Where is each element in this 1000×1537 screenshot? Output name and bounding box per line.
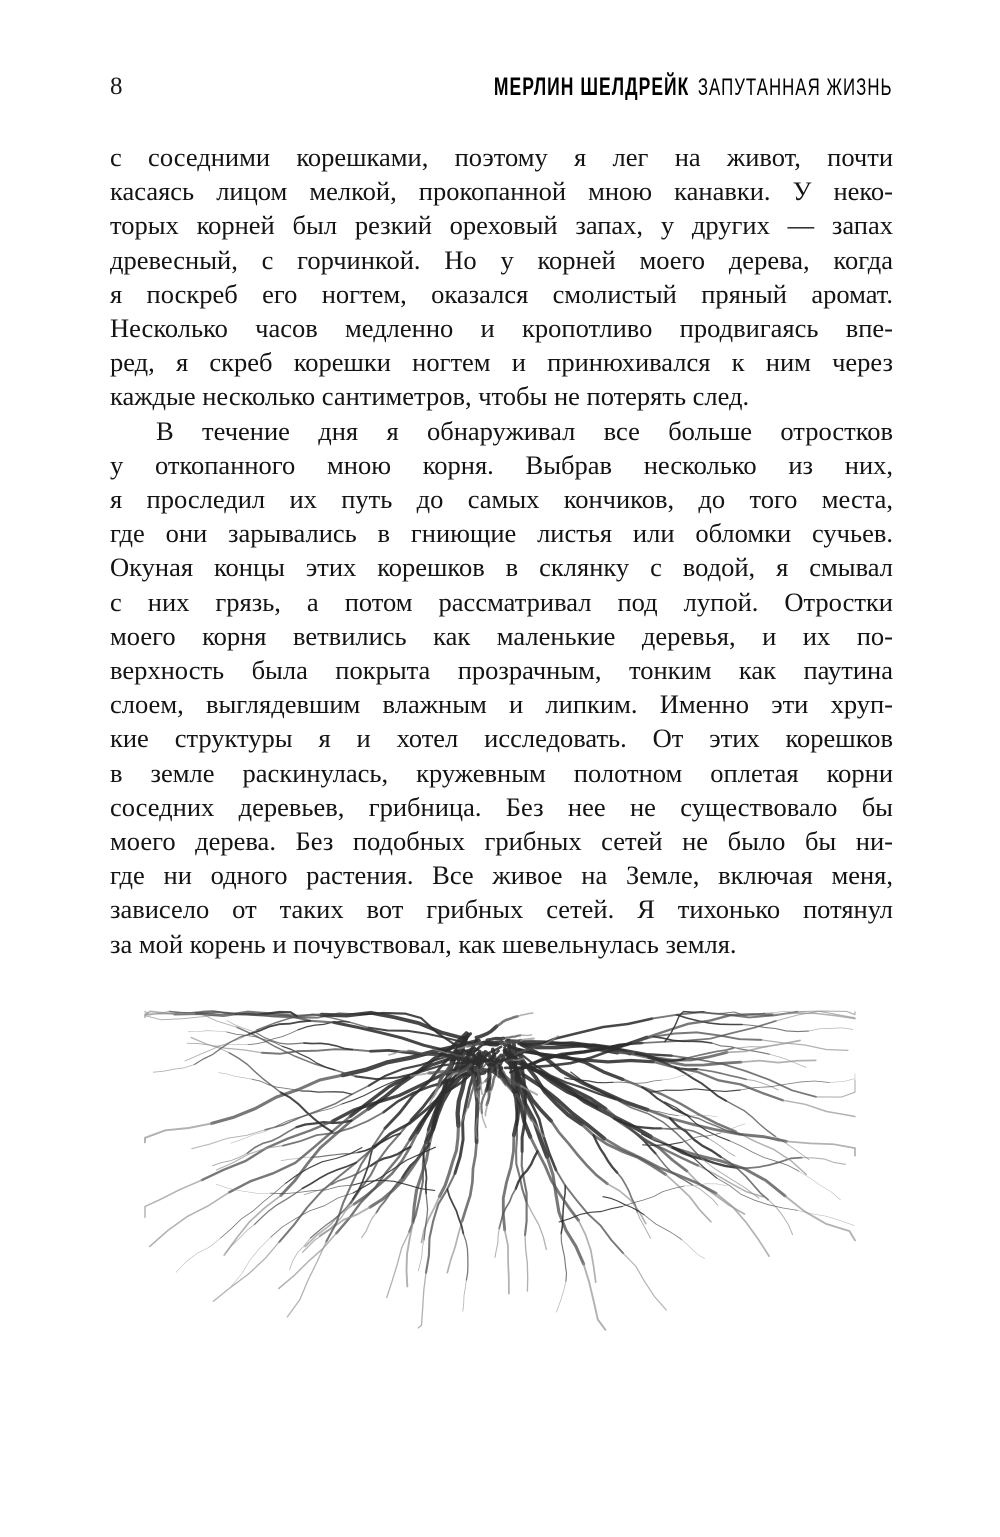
root-stroke bbox=[816, 1080, 855, 1097]
root-stroke bbox=[487, 1038, 504, 1040]
running-head-author: МЕРЛИН ШЕЛДРЕЙК bbox=[494, 73, 690, 101]
root-stroke bbox=[651, 1089, 741, 1092]
root-stroke bbox=[466, 1070, 484, 1071]
root-stroke bbox=[623, 1253, 666, 1310]
root-stroke bbox=[637, 1212, 650, 1238]
root-stroke bbox=[231, 1237, 270, 1286]
root-stroke bbox=[145, 1123, 212, 1142]
root-stroke bbox=[287, 1242, 326, 1317]
root-stroke bbox=[661, 1128, 708, 1138]
text-line: где ни одного растения. Все живое на Земле, включая меня, bbox=[110, 860, 893, 891]
root-stroke bbox=[370, 1142, 426, 1207]
root-stroke bbox=[150, 1192, 230, 1246]
root-stroke bbox=[829, 1074, 855, 1083]
text-line: В течение дня я обнаруживал все больше отростков bbox=[156, 415, 893, 446]
text-line: зависело от таких вот грибных сетей. Я тихонько потянул bbox=[110, 894, 893, 925]
root-stroke bbox=[505, 1230, 509, 1294]
text-line: я проследил их путь до самых кончиков, до того места, bbox=[110, 484, 893, 515]
root-stroke bbox=[666, 1174, 711, 1221]
root-stroke bbox=[213, 1044, 248, 1046]
root-stroke bbox=[281, 1157, 312, 1161]
root-stroke bbox=[424, 1194, 428, 1241]
root-stroke bbox=[476, 1026, 496, 1037]
text-line: торых корней был резкий ореховый запах, у других — запах bbox=[110, 210, 893, 241]
text-line: касаясь лицом мелкой, прокопанной мною канавки. У неко- bbox=[110, 176, 893, 207]
text-line: Несколько часов медленно и кропотливо продвигаясь впе- bbox=[110, 313, 893, 344]
root-stroke bbox=[463, 1280, 467, 1311]
root-stroke bbox=[224, 1196, 281, 1256]
root-stroke bbox=[462, 1142, 477, 1221]
body-text bbox=[110, 140, 893, 961]
root-stroke bbox=[708, 1138, 735, 1156]
root-stroke bbox=[768, 1200, 792, 1235]
root-stroke bbox=[212, 1075, 343, 1123]
text-line: верхность была покрыта прозрачным, тонким как паутина bbox=[110, 655, 893, 686]
root-stroke bbox=[799, 1171, 841, 1200]
root-stroke bbox=[262, 1049, 371, 1054]
root-stroke bbox=[787, 1141, 856, 1155]
text-line: Окуная концы этих корешков в склянку с водой, я смывал bbox=[110, 552, 893, 583]
root-stroke bbox=[219, 1073, 252, 1080]
text-line: кие структуры я и хотел исследовать. От этих корешков bbox=[110, 723, 893, 754]
text-line: в земле раскинулась, кружевным полотном оплетая корни bbox=[110, 757, 893, 788]
root-stroke bbox=[176, 1238, 221, 1272]
root-stroke bbox=[502, 1041, 521, 1043]
root-stroke bbox=[413, 1128, 433, 1222]
root-stroke bbox=[447, 1221, 462, 1273]
root-stroke bbox=[227, 1021, 257, 1034]
text-line: каждые несколько сантиметров, чтобы не потерять след. bbox=[110, 381, 750, 412]
root-stroke bbox=[783, 1100, 855, 1116]
root-system-illustration bbox=[141, 1003, 859, 1338]
text-line: древесный, с горчинкой. Но у корней моего дерева, когда bbox=[110, 244, 893, 275]
root-stroke bbox=[809, 1028, 853, 1031]
root-stroke bbox=[561, 1234, 566, 1282]
root-stroke bbox=[504, 1035, 521, 1038]
text-line: где они зарывались в гниющие листья или обломки сучьев. bbox=[110, 518, 893, 549]
root-stroke bbox=[145, 1180, 202, 1217]
root-stroke bbox=[485, 1105, 486, 1116]
root-stroke bbox=[463, 1234, 468, 1281]
running-head-title: ЗАПУТАННАЯ ЖИЗНЬ bbox=[698, 74, 893, 101]
text-line: ред, я скреб корешки ногтем и принюхивался к ним через bbox=[110, 347, 893, 378]
text-line: моего дерева. Без подобных грибных сетей не было бы ни- bbox=[110, 826, 893, 857]
root-stroke bbox=[503, 1135, 514, 1230]
root-stroke bbox=[785, 1196, 855, 1241]
root-svg bbox=[141, 1003, 859, 1338]
root-stroke bbox=[741, 1060, 816, 1062]
root-stroke bbox=[304, 1043, 352, 1050]
root-stroke bbox=[495, 1229, 499, 1258]
root-stroke bbox=[594, 1135, 618, 1172]
root-stroke bbox=[526, 1202, 546, 1250]
text-line: с соседними корешками, поэтому я лег на живот, почти bbox=[110, 142, 893, 172]
text-line: я поскреб его ногтем, оказался смолистый пряный аромат. bbox=[110, 278, 893, 309]
root-stroke bbox=[520, 1035, 531, 1036]
root-stroke bbox=[281, 1092, 333, 1131]
root-stroke bbox=[247, 1127, 296, 1153]
root-stroke bbox=[418, 1240, 424, 1271]
root-stroke bbox=[482, 1043, 497, 1044]
root-stroke bbox=[249, 1021, 310, 1034]
root-stroke bbox=[499, 1189, 516, 1229]
running-head bbox=[494, 74, 893, 101]
root-stroke bbox=[525, 1235, 528, 1291]
text-line: с них грязь, а потом рассматривал под лупой. Отростки bbox=[110, 586, 893, 617]
root-stroke bbox=[192, 1130, 265, 1149]
root-stroke bbox=[518, 1013, 533, 1016]
root-stroke bbox=[153, 1065, 194, 1073]
root-stroke bbox=[188, 1031, 227, 1032]
root-stroke bbox=[547, 1157, 584, 1264]
text-line: у откопанного мною корня. Выбрав несколько из них, bbox=[110, 449, 893, 480]
root-stroke bbox=[418, 1273, 426, 1328]
root-stroke bbox=[613, 1080, 661, 1083]
root-stroke bbox=[213, 1242, 279, 1301]
text-line: моего корня ветвились как маленькие деревья, и их по- bbox=[110, 620, 893, 651]
root-stroke bbox=[290, 1238, 311, 1270]
root-stroke bbox=[271, 1193, 353, 1237]
root-stroke bbox=[678, 1115, 717, 1117]
text-line: соседних деревьев, грибница. Без нее не существовало бы bbox=[110, 791, 893, 822]
root-stroke bbox=[653, 1062, 783, 1101]
root-stroke bbox=[682, 1240, 705, 1259]
root-stroke bbox=[493, 1049, 495, 1059]
root-stroke bbox=[301, 1091, 352, 1094]
text-line: слоем, выглядевшим влажным и липким. Именно эти хруп- bbox=[110, 689, 893, 720]
root-stroke bbox=[556, 1281, 566, 1312]
root-stroke bbox=[516, 1151, 538, 1188]
root-stroke bbox=[556, 1170, 623, 1253]
root-stroke bbox=[429, 1072, 457, 1073]
root-stroke bbox=[497, 1016, 518, 1026]
text-line: за мой корень и почувствовал, как шевельнулась земля. bbox=[110, 928, 737, 959]
root-stroke bbox=[362, 1213, 377, 1238]
page-number: 8 bbox=[110, 73, 123, 100]
